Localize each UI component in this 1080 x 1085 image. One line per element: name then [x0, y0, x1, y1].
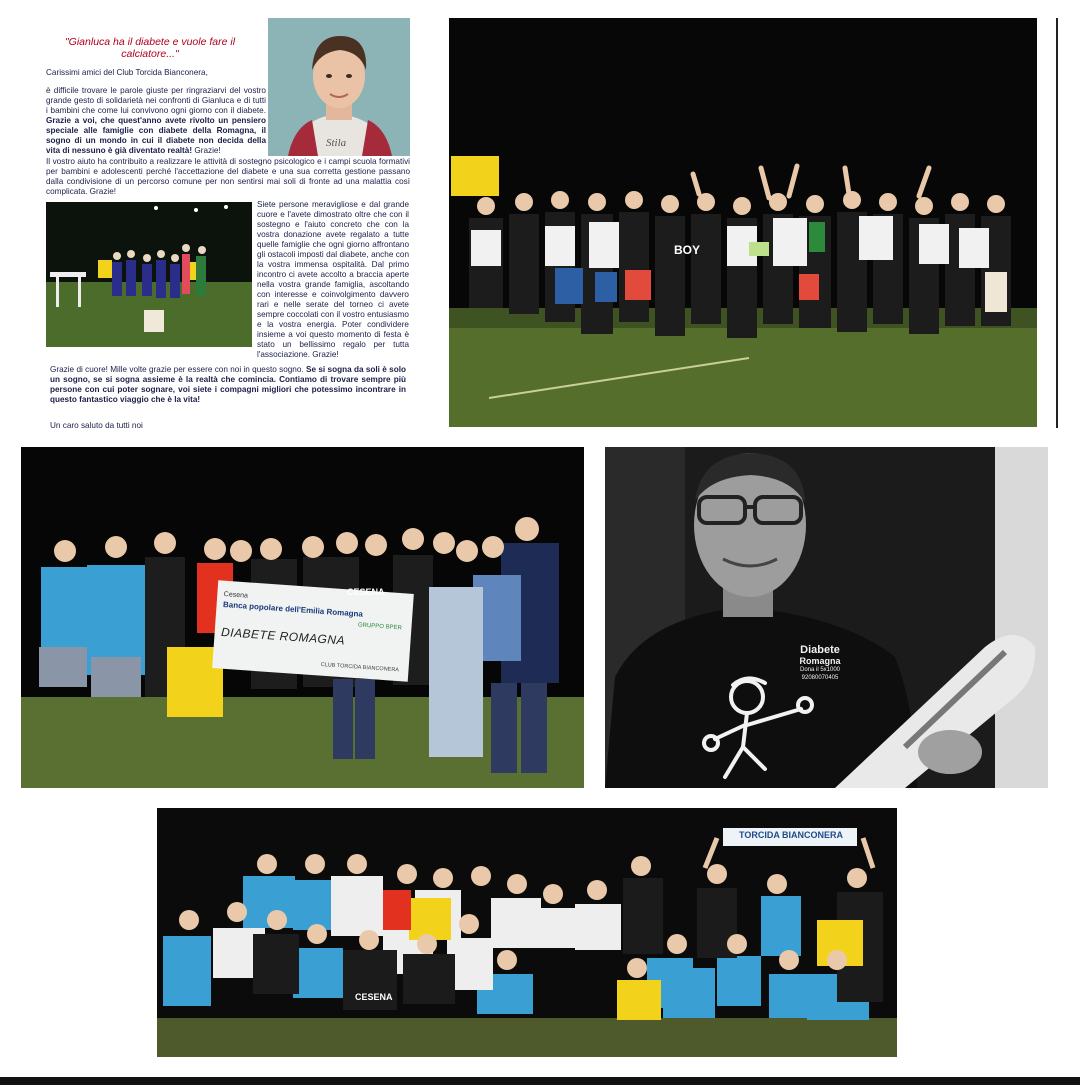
- check-presentation-photo: [21, 447, 584, 788]
- shirt-brand-line2: Romagna: [799, 656, 841, 666]
- letter-paragraph-4-text: Grazie di cuore! Mille volte grazie per essere con noi in questo sogno.: [50, 365, 304, 374]
- cesena-jersey-text: CESENA: [347, 587, 385, 597]
- cesena-shirt-text: CESENA: [355, 992, 393, 1002]
- kids-team-photo: [449, 18, 1037, 427]
- divider-line: [1056, 18, 1058, 428]
- kids-team-illustration: [449, 18, 1037, 427]
- check-signature: CLUB TORCIDA BIANCONERA: [320, 661, 400, 674]
- bw-portrait-photo: [605, 447, 1048, 788]
- award-night-photo: [46, 202, 252, 347]
- letter-paragraph-4: [50, 365, 406, 405]
- footer-bar: [0, 1077, 1080, 1085]
- check-city: Cesena: [223, 591, 249, 600]
- svg-text:Stila: Stila: [326, 137, 347, 149]
- boy-portrait-illustration: [268, 18, 410, 156]
- shirt-brand-line1: Diabete: [800, 644, 840, 656]
- letter-paragraph-1: [46, 86, 266, 156]
- group-illustration: [157, 808, 897, 1057]
- torcida-banner: TORCIDA BIANCONERA: [738, 830, 843, 840]
- boy-jersey-text: BOY: [674, 243, 701, 257]
- letter-paragraph-1-end: Grazie!: [194, 146, 221, 155]
- bw-portrait-illustration: [605, 447, 1048, 788]
- shirt-logo-group: [785, 645, 855, 682]
- check-payee: DIABETE ROMAGNA: [220, 624, 346, 648]
- letter-paragraph-3: Siete persone meravigliose e dal grande cuore e l'avete dimostrato oltre che con il sostegno e l'aiuto concreto che con la vostra donazione avete regalato a tutte quelle famiglie che ogni giorno affrontano gli ostacoli imposti dal diabete, anche con la vostra immensa ospitalità. Dal primo incontro ci avete accolto a braccia aperte nella vostra grande famiglia, ascoltando con interesse e coinvolgimento davvero rari e nelle serate del torneo ci avete sempre coccolati con il vostro entusiasmo e la vostra energia. Poter condividere insieme a voi questo momento di festa è stato un bellissimo regalo per tutta l'associazione. Grazie!: [257, 200, 409, 359]
- group-photo: [157, 808, 897, 1057]
- award-night-illustration: [46, 202, 252, 347]
- check-group: GRUPPO BPER: [357, 622, 403, 632]
- shirt-code: 92080070405: [801, 675, 839, 681]
- letter-paragraph-1-text: è difficile trovare le parole giuste per ringraziarvi del vostro grande gesto di solidarietà nei confronti di Gianluca e di tutti i bambini che come lui convivono ogni giorno con il diabete.: [46, 86, 266, 115]
- letter-paragraph-2: Il vostro aiuto ha contribuito a realizzare le attività di sostegno psicologico e i campi scuola formativi per bambini e adolescenti perché l'accettazione del diabete e una sua corretta gestione passano dalla condivisione di un percorso comune per non sentirsi mai soli di fronte ad una malattia così complicata. Grazie!: [46, 157, 410, 196]
- letter-panel: [40, 18, 415, 428]
- letter-title: "Gianluca ha il diabete e vuole fare il calciatore...": [64, 36, 236, 60]
- check-text-group: [219, 591, 403, 673]
- letter-greeting: Carissimi amici del Club Torcida Bianconera,: [46, 68, 208, 77]
- letter-paragraph-4-bold: Se si sogna da soli è solo un sogno, se si sogna assieme è la realtà che comincia. Contiamo di trovare sempre più persone con cui poter sognare, voi siete i compagni migliori che potessimo incontrare in questo fantastico viaggio che è la vita!: [50, 365, 406, 404]
- letter-paragraph-1-bold: Grazie a voi, che quest'anno avete rivolto un pensiero speciale alle famiglie con diabete della Romagna, il sogno di un mondo in cui il diabete non decida della vita di nessuno è già diventato realtà!: [46, 116, 266, 155]
- letter-closing: Un caro saluto da tutti noi: [50, 421, 143, 428]
- shirt-donate: Dona il 5x1000: [799, 667, 841, 673]
- check-bank: Banca popolare dell'Emilia Romagna: [222, 599, 364, 619]
- boy-portrait-photo: [268, 18, 410, 156]
